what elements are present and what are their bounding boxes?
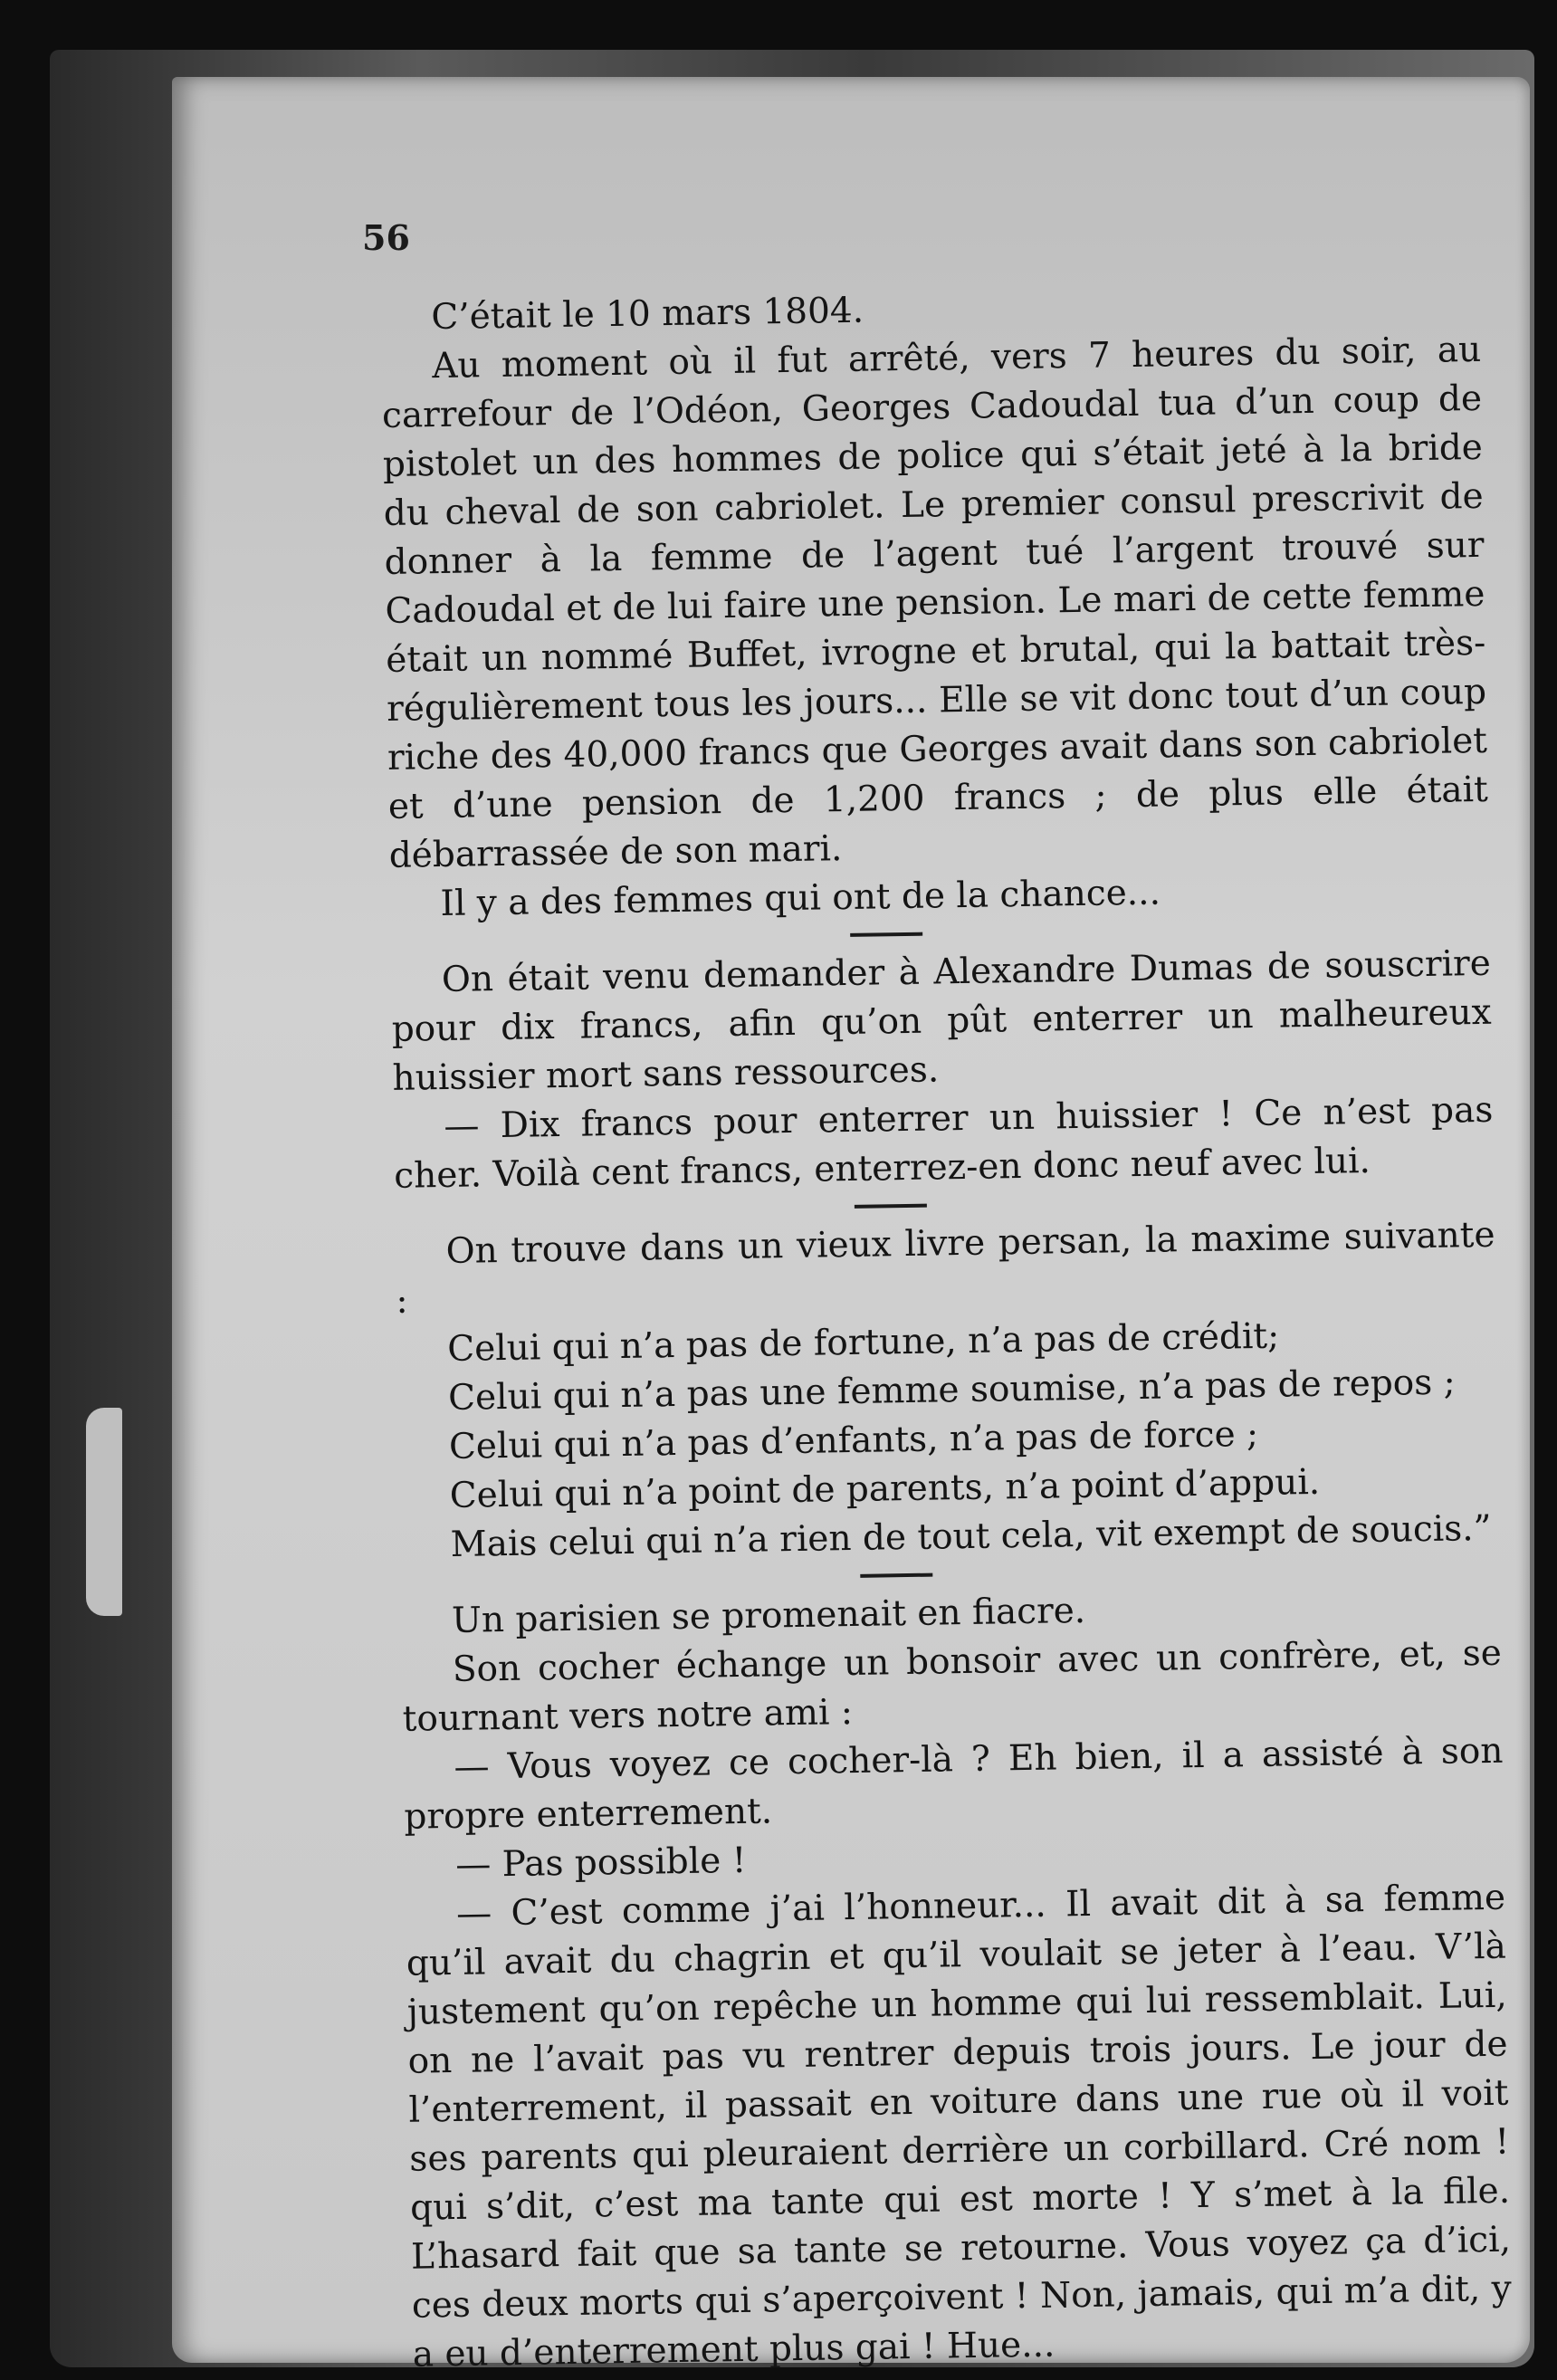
maxim-line: Celui qui n’a pas une femme soumise, n’a pas de repos ; — [447, 1362, 1457, 1419]
paragraph: On était venu demander à Alexandre Dumas de souscrire pour dix francs, afin qu’on pût enterrer un malheureux huissier mort sans ressources. — [391, 942, 1492, 1099]
page-number: 56 — [362, 217, 410, 258]
paragraph: Un parisien se promenait en fiacre. — [451, 1590, 1086, 1641]
paragraph: — Vous voyez ce cocher-là ? Eh bien, il a assisté à son propre enterrement. — [404, 1730, 1504, 1838]
paragraph: — Pas possible ! — [454, 1840, 747, 1886]
paragraph: Son cocher échange un bonsoir avec un confrère, et, se tournant vers notre ami : — [402, 1632, 1503, 1740]
section-divider — [854, 1204, 926, 1209]
maxim-closing: Mais celui qui n’a rien de tout cela, vit exempt de soucis.” — [450, 1507, 1492, 1565]
paragraph: Il y a des femmes qui ont de la chance... — [440, 872, 1161, 925]
paragraph: — C’est comme j’ai l’honneur... Il avait dit à sa femme qu’il avait du chagrin et qu’il voulait se jeter à l’eau. V’là justement qu’on repêche un homme qui lui ressemblait. Lui, on ne l’avait pas vu rentrer depuis trois jours. Le jour de l’enterrement, il passait en voiture dans une rue où il voit ses parents qui pleuraient derrière un corbillard. Cré nom ! qui s’dit, c’est ma tante qui est morte ! Y s’met à la file. L’hasard fait que sa tante se retourne. Vous voyez ça d’ici, ces deux morts qui s’aperçoivent ! Non, jamais, qui m’a dit, y a eu d’enterrement plus gai ! Hue... — [406, 1877, 1513, 2375]
paragraph: — Dix francs pour enterrer un huissier ! Ce n’est pas cher. Voilà cent francs, enterrez-en donc neuf avec lui. — [393, 1089, 1494, 1197]
paragraph: C’était le 10 mars 1804. — [431, 290, 864, 339]
paragraph: Au moment où il fut arrêté, vers 7 heures du soir, au carrefour de l’Odéon, Georges Cadoudal tua d’un coup de pistolet un des hommes de police qui s’était jeté à la bride du cheval de son cabriolet. Le premier consul prescrivit de donner à la femme de l’agent tué l’argent trouvé sur Cadoudal et de lui faire une pension. Le mari de cette femme était un nommé Buffet, ivrogne et brutal, qui la battait très-régulièrement tous les jours... Elle se vit donc tout d’un coup riche des 40,000 francs que Georges avait dans son cabriolet et d’une pension de 1,200 francs ; de plus elle était débarrassée de son mari. — [381, 329, 1489, 876]
section-divider — [860, 1573, 932, 1578]
page-text — [380, 277, 1513, 2380]
maxim-line: Celui qui n’a pas de fortune, n’a pas de crédit; — [446, 1315, 1280, 1370]
maxim-line: Celui qui n’a point de parents, n’a point d’appui. — [449, 1461, 1321, 1516]
section-divider — [850, 932, 922, 937]
paragraph: On trouve dans un vieux livre persan, la maxime suivante : — [396, 1214, 1495, 1322]
page-tab — [86, 1408, 122, 1616]
maxim-line: Celui qui n’a pas d’enfants, n’a pas de force ; — [448, 1413, 1259, 1467]
